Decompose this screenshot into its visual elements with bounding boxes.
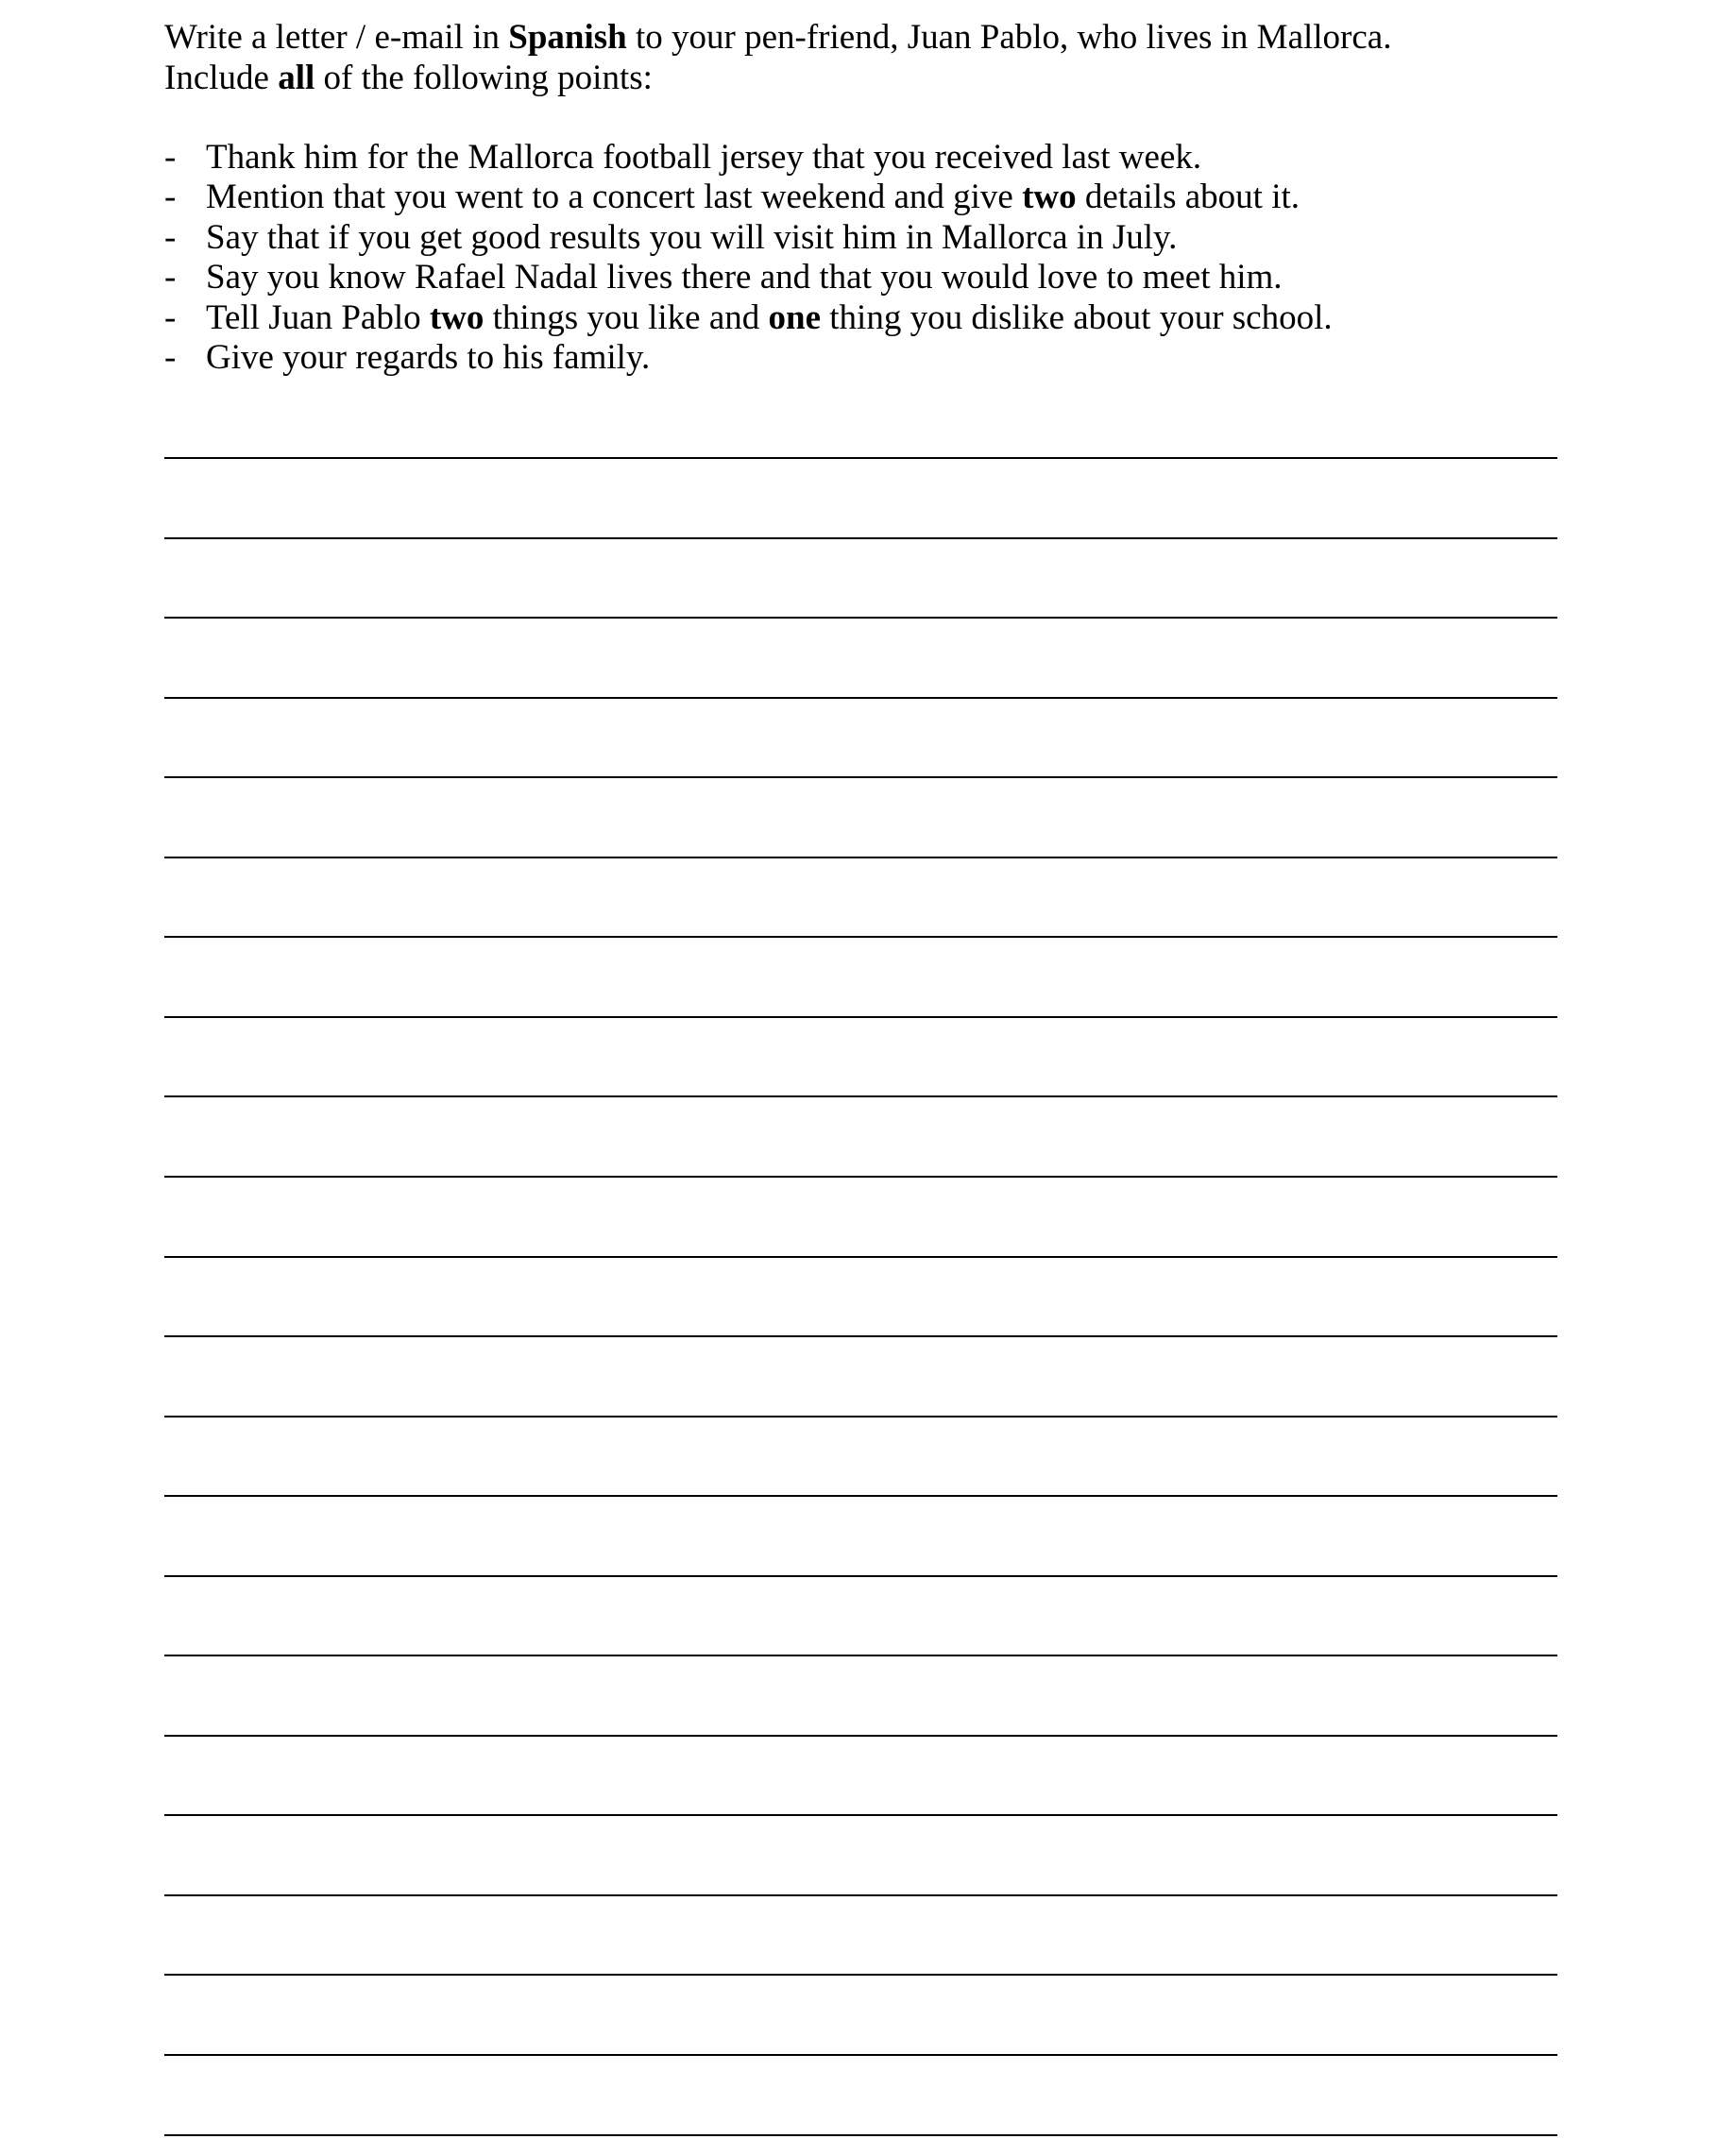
answer-line[interactable]	[164, 2054, 1557, 2056]
answer-line[interactable]	[164, 1814, 1557, 1816]
answer-line[interactable]	[164, 617, 1557, 619]
bullet-dash: -	[164, 217, 177, 257]
answer-line[interactable]	[164, 857, 1557, 858]
answer-line[interactable]	[164, 697, 1557, 699]
answer-line[interactable]	[164, 1655, 1557, 1656]
bullet-dash: -	[164, 178, 177, 217]
bullet-point: - Give your regards to his family.	[164, 338, 651, 378]
answer-line[interactable]	[164, 1735, 1557, 1737]
answer-line[interactable]	[164, 1095, 1557, 1097]
bullet-point: - Thank him for the Mallorca football jersey that you received last week.	[164, 138, 1202, 177]
answer-line[interactable]	[164, 457, 1557, 459]
instruction-line-2: Include all of the following points:	[164, 59, 653, 97]
answer-line[interactable]	[164, 1256, 1557, 1258]
answer-line[interactable]	[164, 1335, 1557, 1337]
answer-line[interactable]	[164, 1416, 1557, 1418]
bullet-point: - Say that if you get good results you will visit him in Mallorca in July.	[164, 217, 1178, 257]
bullet-point: - Tell Juan Pablo two things you like and one thing you dislike about your school.	[164, 297, 1333, 337]
answer-line[interactable]	[164, 537, 1557, 539]
instruction-line-1: Write a letter / e-mail in Spanish to your pen-friend, Juan Pablo, who lives in Mallorca.	[164, 18, 1392, 57]
bullet-point: - Say you know Rafael Nadal lives there and that you would love to meet him.	[164, 258, 1283, 297]
bullet-dash: -	[164, 338, 177, 378]
answer-line[interactable]	[164, 936, 1557, 938]
language-emphasis: Spanish	[508, 18, 627, 57]
answer-line[interactable]	[164, 1974, 1557, 1976]
answer-writing-area[interactable]	[164, 0, 1557, 2156]
bullet-dash: -	[164, 258, 177, 297]
bullet-point: - Mention that you went to a concert last weekend and give two details about it.	[164, 178, 1300, 217]
answer-line[interactable]	[164, 776, 1557, 778]
bullet-dash: -	[164, 297, 177, 337]
answer-line[interactable]	[164, 1016, 1557, 1018]
answer-line[interactable]	[164, 2134, 1557, 2136]
all-emphasis: all	[278, 59, 315, 97]
answer-line[interactable]	[164, 1176, 1557, 1178]
bullet-dash: -	[164, 138, 177, 177]
answer-line[interactable]	[164, 1894, 1557, 1896]
answer-line[interactable]	[164, 1495, 1557, 1497]
answer-line[interactable]	[164, 1575, 1557, 1577]
